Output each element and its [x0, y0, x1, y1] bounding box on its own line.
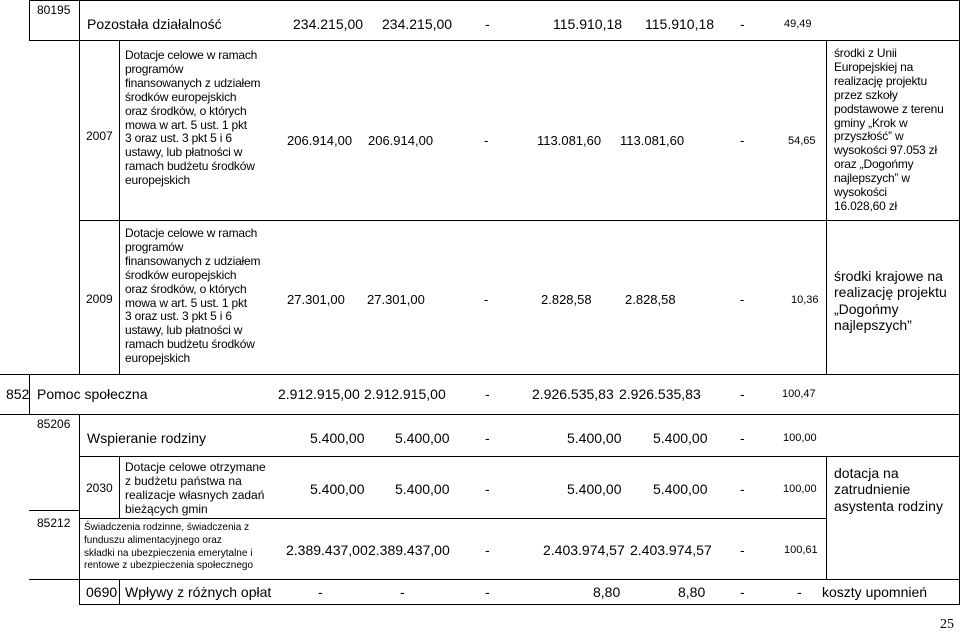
value-dash: -	[740, 386, 745, 402]
section-name: Pomoc społeczna	[37, 386, 148, 402]
value-exec: 115.910,18	[553, 16, 623, 32]
chapter-code: 85212	[37, 516, 71, 530]
value-dash: -	[484, 292, 489, 307]
paragraph-code: 2030	[86, 481, 113, 495]
value-exec: 5.400,00	[567, 481, 622, 497]
value-exec: 5.400,00	[567, 430, 622, 446]
paragraph-code: 2009	[86, 292, 113, 306]
value-percent: 100,00	[783, 432, 817, 444]
value-exec-total: 113.081,60	[620, 133, 685, 148]
value-plan: 234.215,00	[293, 16, 364, 32]
paragraph-name: Wpływy z różnych opłat	[125, 584, 272, 600]
paragraph-description: Dotacje celowe w ramach programów finansowanych z udziałem środków europejskich oraz środków, o których mowa w art. 5 ust. 1 pkt 3 oraz ust. 3 pkt 5 i 6 ustawy, lub płatności w ramach budżetu środków europejskich	[125, 226, 261, 366]
value-percent: -	[797, 584, 802, 600]
value-plan: -	[318, 584, 323, 600]
value-percent: 100,00	[783, 483, 817, 495]
value-dash: -	[484, 133, 489, 148]
value-plan: 5.400,00	[310, 430, 365, 446]
value-plan: 27.301,00	[287, 292, 345, 307]
value-plan: 206.914,00	[287, 133, 353, 148]
paragraph-description: Dotacje celowe w ramach programów finansowanych z udziałem środków europejskich oraz środków, o których mowa w art. 5 ust. 1 pkt 3 oraz ust. 3 pkt 5 i 6 ustawy, lub płatności w ramach budżetu środków europejskich	[125, 48, 261, 188]
value-dash: -	[740, 292, 745, 307]
row-note: koszty upomnień	[822, 584, 928, 600]
row-note: środki krajowe na realizację projektu „Dogońmy najlepszych”	[834, 268, 947, 334]
section-code: 852	[6, 386, 30, 402]
paragraph-description: Dotacje celowe otrzymane z budżetu państwa na realizacje własnych zadań bieżących gmin	[125, 460, 266, 516]
value-dash: -	[740, 481, 745, 497]
value-exec-total: 5.400,00	[653, 481, 708, 497]
value-dash: -	[740, 133, 745, 148]
row-note: dotacja na zatrudnienie asystenta rodziny	[834, 465, 943, 514]
value-exec-total: 2.403.974,57	[630, 542, 712, 558]
value-plan-after: -	[400, 584, 405, 600]
paragraph-code: 2007	[86, 129, 113, 143]
value-percent: 10,36	[791, 294, 819, 306]
value-dash: -	[740, 16, 745, 32]
value-plan: 5.400,00	[310, 481, 365, 497]
chapter-description: Świadczenia rodzinne, świadczenia z funduszu alimentacyjnego oraz składki na ubezpieczenia emerytalne i rentowe z ubezpieczenia społecznego	[84, 522, 253, 572]
value-exec: 113.081,60	[537, 133, 602, 148]
page-number: 25	[940, 617, 954, 632]
value-dash: -	[485, 430, 490, 446]
value-dash: -	[740, 584, 745, 600]
value-exec: 8,80	[593, 584, 621, 600]
value-dash: -	[485, 16, 490, 32]
value-percent: 100,61	[784, 544, 818, 556]
value-exec-total: 8,80	[678, 584, 706, 600]
chapter-name: Wspieranie rodziny	[87, 430, 207, 446]
chapter-code: 85206	[37, 417, 71, 431]
row-note: środki z Unii Europejskiej na realizację projektu przez szkoły podstawowe z terenu gminy „Krok w przyszłość” w wysokości 97.053 zł oraz „Dogońmy najlepszych” w wysokości 16.028,60 zł	[834, 46, 944, 213]
value-dash: -	[485, 481, 490, 497]
value-percent: 49,49	[784, 18, 812, 30]
value-percent: 100,47	[782, 388, 816, 400]
value-dash: -	[740, 430, 745, 446]
value-exec: 2.828,58	[541, 292, 592, 307]
paragraph-code: 0690	[86, 584, 118, 600]
value-plan-after: 5.400,00	[395, 481, 450, 497]
value-plan: 2.912.915,00	[278, 386, 360, 402]
value-dash: -	[740, 542, 745, 558]
value-exec: 2.926.535,83	[532, 386, 614, 402]
value-plan-after: 234.215,00	[382, 16, 453, 32]
value-exec-total: 115.910,18	[645, 16, 715, 32]
value-exec: 2.403.974,57	[543, 542, 625, 558]
value-plan-after: 2.389.437,00	[368, 542, 450, 558]
section-name: Pozostała działalność	[87, 16, 222, 32]
value-exec-total: 5.400,00	[653, 430, 708, 446]
value-exec-total: 2.926.535,83	[619, 386, 701, 402]
section-code: 80195	[37, 3, 71, 17]
value-dash: -	[485, 386, 490, 402]
value-plan-after: 5.400,00	[395, 430, 450, 446]
value-dash: -	[485, 584, 490, 600]
value-plan: 2.389.437,00	[286, 542, 368, 558]
value-plan-after: 27.301,00	[367, 292, 425, 307]
value-percent: 54,65	[788, 135, 816, 147]
value-plan-after: 206.914,00	[368, 133, 434, 148]
value-dash: -	[485, 542, 490, 558]
value-exec-total: 2.828,58	[625, 292, 676, 307]
value-plan-after: 2.912.915,00	[364, 386, 446, 402]
